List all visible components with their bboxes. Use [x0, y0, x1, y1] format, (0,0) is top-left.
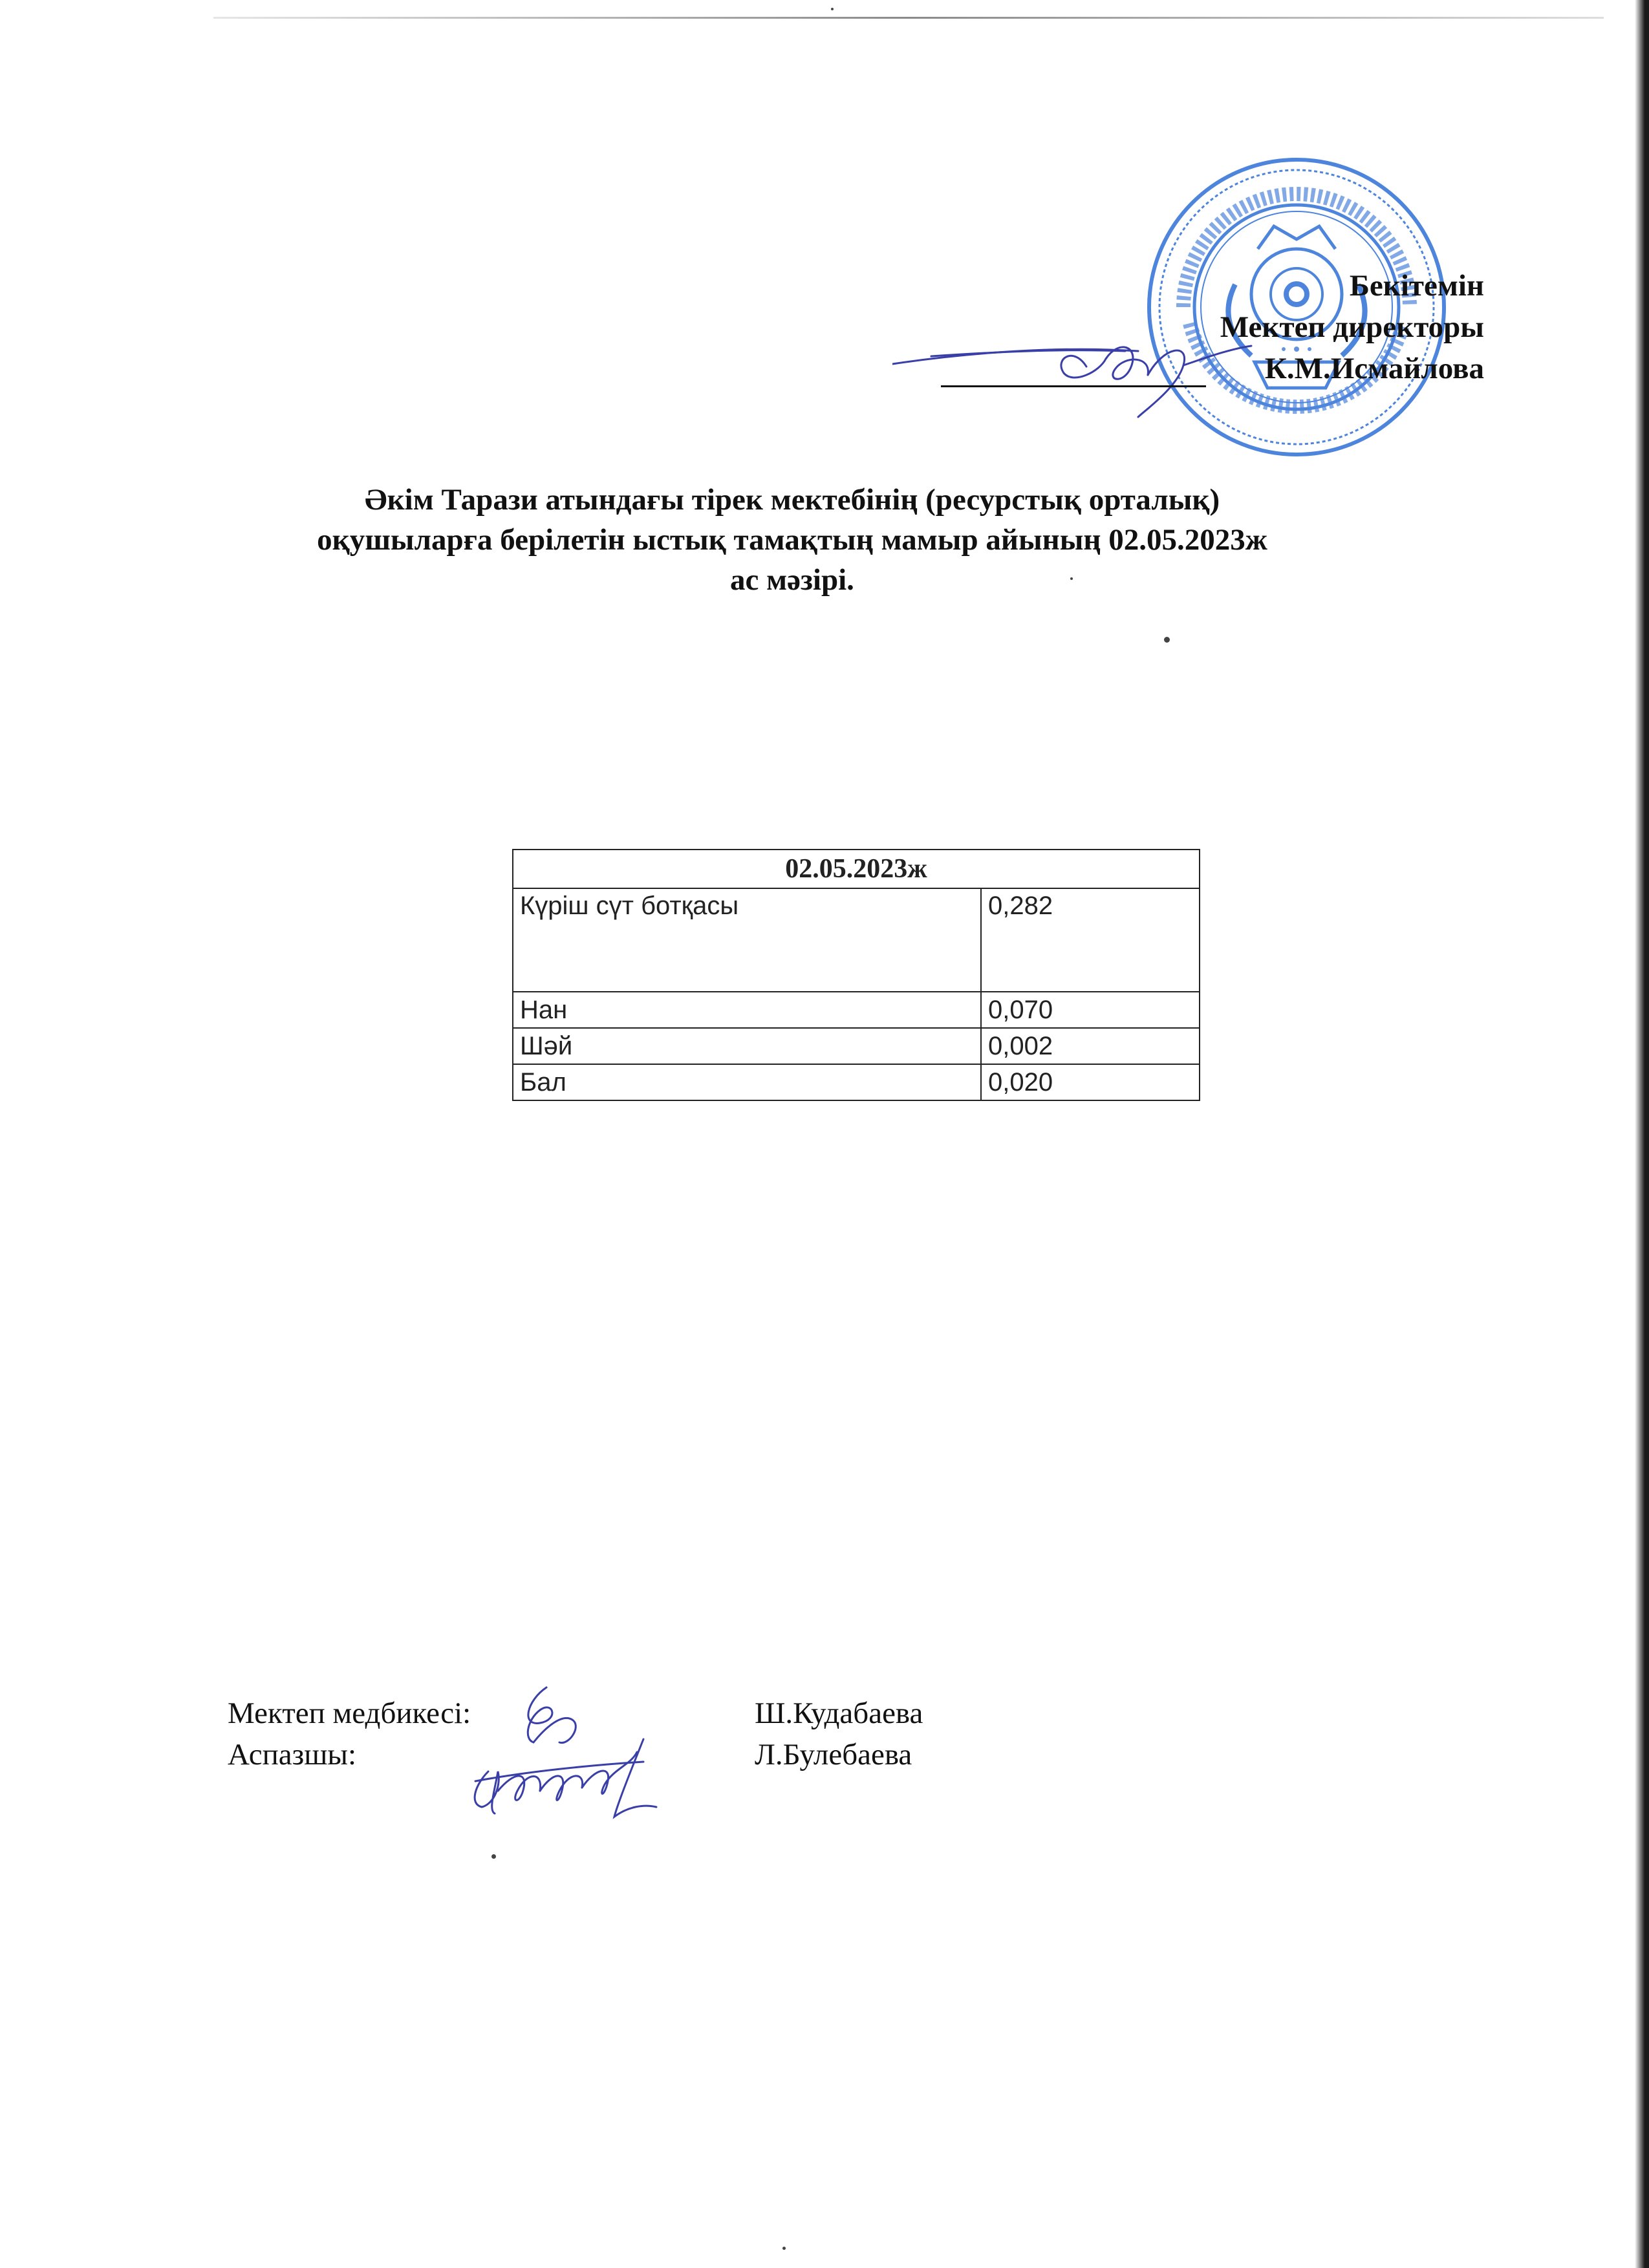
scan-speck [831, 8, 834, 10]
menu-item-amount: 0,070 [981, 992, 1200, 1028]
scan-speck [1070, 577, 1073, 580]
staff-signatures [449, 1674, 663, 1823]
approval-position: Мектеп директоры [1220, 310, 1484, 344]
approval-director-name: К.М.Исмайлова [1264, 352, 1484, 385]
signatory-role: Мектеп медбикесі: [228, 1696, 471, 1730]
table-row [513, 1064, 1200, 1100]
title-line-3: ас мәзірі. [730, 563, 854, 597]
approval-block [1220, 265, 1484, 389]
table-row [513, 992, 1200, 1028]
scan-top-edge [213, 17, 1604, 19]
signatory-name: Л.Булебаева [755, 1738, 912, 1771]
menu-item-name: Шәй [513, 1028, 981, 1064]
scan-right-edge [1635, 0, 1649, 2268]
document-title [194, 480, 1390, 600]
approval-heading: Бекітемін [1349, 269, 1484, 303]
menu-table [512, 849, 1200, 1101]
table-row [513, 1028, 1200, 1064]
scan-speck [782, 2247, 786, 2250]
signatory-role: Аспазшы: [228, 1738, 357, 1771]
menu-item-name: Нан [513, 992, 981, 1028]
director-signature-line [941, 385, 1206, 387]
title-line-2: оқушыларға берілетін ыстық тамақтың мамыр айының 02.05.2023ж [317, 523, 1267, 557]
menu-item-name: Бал [513, 1064, 981, 1100]
menu-table-date-header: 02.05.2023ж [513, 850, 1200, 888]
menu-item-amount: 0,282 [981, 888, 1200, 992]
signatory-name: Ш.Кудабаева [755, 1696, 923, 1730]
menu-item-name: Күріш сүт ботқасы [513, 888, 981, 992]
scan-speck [491, 1854, 496, 1859]
scan-speck [1164, 637, 1170, 643]
menu-item-amount: 0,020 [981, 1064, 1200, 1100]
title-line-1: Әкім Тарази атындағы тірек мектебінің (ресурстық орталық) [364, 483, 1220, 517]
table-row [513, 888, 1200, 992]
director-signature [892, 320, 1255, 423]
menu-item-amount: 0,002 [981, 1028, 1200, 1064]
